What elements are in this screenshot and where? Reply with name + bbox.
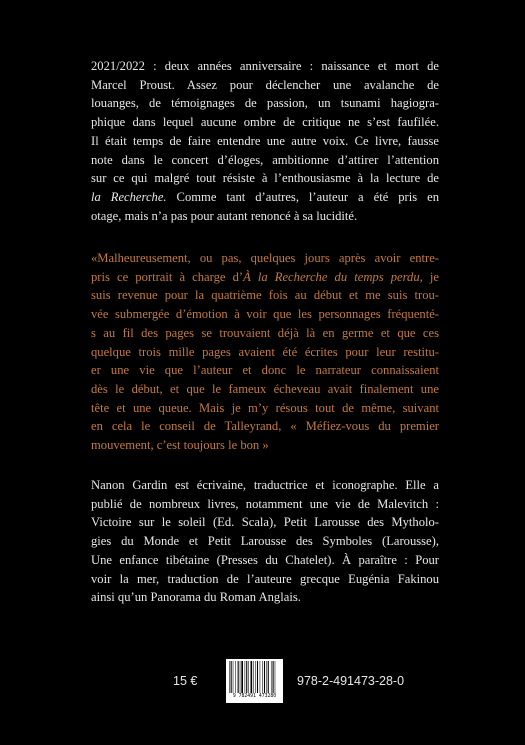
quote-line-text: en cela le conseil de Talleyrand, « Méfiez-vous du premier [91, 419, 439, 434]
barcode-bar [268, 661, 269, 693]
intro-line-text: Il était temps de faire entendre une autre voix. Ce livre, fausse [91, 133, 439, 148]
intro-line-text: sur ce qui malgré tout résiste à l’enthousiasme à la lecture de [91, 171, 439, 186]
price-label: 15 € [173, 674, 198, 688]
quote-line [91, 436, 439, 455]
barcode-bar [253, 661, 254, 693]
barcode-bar [257, 661, 258, 693]
bio-line [91, 495, 439, 514]
intro-line [91, 57, 439, 76]
barcode-bar [275, 661, 276, 693]
bio-line-text: gies du Monde et Petit Larousse des Symboles (Larousse), [91, 534, 439, 549]
barcode [226, 659, 283, 703]
barcode-bar [245, 661, 246, 693]
quote-line [91, 343, 439, 362]
intro-line-text: 2021/2022 : deux années anniversaire : naissance et mort de [91, 59, 439, 73]
bio-line [91, 476, 439, 495]
barcode-bar [240, 661, 241, 693]
barcode-bar [273, 661, 274, 693]
bio-line [91, 532, 439, 551]
book-title-italic: À la Recherche du temps perdu [243, 269, 420, 284]
barcode-bar [251, 661, 253, 693]
bio-line-text: ainsi qu’un Panorama du Roman Anglais. [91, 590, 301, 605]
barcode-bars [228, 661, 281, 693]
barcode-bar [229, 661, 230, 693]
intro-line-text: Comme tant d’autres, l’auteur a été pris en [166, 189, 439, 204]
intro-line-text: Marcel Proust. Assez pour déclencher une avalanche de [91, 77, 439, 92]
bio-line [91, 551, 439, 570]
barcode-bar [231, 661, 232, 693]
bio-line [91, 570, 439, 589]
quote-line [91, 361, 439, 380]
quote-line-text: tête et une queue. Mais je m’y résous tout de même, suivant [91, 400, 439, 415]
quote-line [91, 324, 439, 343]
quote-line-text: mouvement, c’est toujours le bon » [91, 438, 269, 453]
bio-line [91, 513, 439, 532]
intro-line [91, 188, 439, 207]
quote-line-text: s au fil des pages se trouvaient déjà là en germe et que ces [91, 325, 439, 340]
bio-line [91, 588, 439, 607]
intro-line-text: note dans le concert d’éloges, ambitionne d’attirer l’attention [91, 152, 439, 167]
quote-line [91, 268, 439, 287]
barcode-bar [235, 661, 236, 693]
barcode-bar [260, 661, 261, 693]
intro-line [91, 151, 439, 170]
intro-line [91, 76, 439, 95]
barcode-bar [264, 661, 265, 693]
book-title-italic: la Recherche. [91, 189, 167, 204]
author-bio-paragraph [91, 476, 439, 607]
quote-line [91, 380, 439, 399]
intro-line [91, 132, 439, 151]
quote-paragraph [91, 249, 439, 455]
intro-line-text: otage, mais n’a pas pour autant renoncé à sa lucidité. [91, 208, 358, 223]
barcode-bar [266, 661, 267, 693]
quote-line [91, 305, 439, 324]
quote-line-text: pris ce portrait à charge d’ [91, 269, 244, 284]
barcode-bar [262, 661, 263, 693]
bio-line-text: voir la mer, traduction de l’auteure grecque Eugénia Fakinou [91, 571, 439, 586]
bio-line-text: publié de nombreux livres, notamment une vie de Malevitch : [91, 496, 439, 511]
bio-line-text: Nanon Gardin est écrivaine, traductrice et iconographe. Elle a [91, 478, 439, 492]
quote-line-text: vée submergée d’émotion à voir que les personnages fréquenté- [91, 307, 439, 322]
barcode-bar [271, 661, 272, 693]
barcode-bar [233, 661, 234, 693]
barcode-digits: 9 782491 473280 [232, 694, 277, 699]
bio-line-text: Une enfance tibétaine (Presses du Chatelet). À paraître : Pour [91, 552, 439, 567]
quote-line-text: quelque trois mille pages avaient été écrites pour leur restitu- [91, 344, 439, 359]
quote-line-text: dès le début, et que le fameux écheveau avait finalement une [91, 381, 439, 396]
barcode-bar [255, 661, 256, 693]
intro-paragraph [91, 57, 439, 225]
intro-line [91, 113, 439, 132]
quote-line-text: suis revenue pour la quatrième fois au début et me suis trou- [91, 288, 439, 303]
isbn-label: 978-2-491473-28-0 [297, 674, 405, 688]
intro-line [91, 169, 439, 188]
quote-line-text: er une vie que l’auteur et donc le narrateur connaissaient [91, 363, 439, 378]
intro-line [91, 207, 439, 226]
quote-line [91, 286, 439, 305]
quote-line-text: «Malheureusement, ou pas, quelques jours après avoir entre- [91, 251, 439, 265]
barcode-bar [241, 661, 243, 693]
quote-line-text: , je [419, 269, 439, 284]
quote-line [91, 399, 439, 418]
intro-line-text: phique dans lequel aucune ombre de critique ne s’est faufilée. [91, 115, 439, 130]
quote-line [91, 249, 439, 268]
intro-line [91, 94, 439, 113]
barcode-bar [238, 661, 239, 693]
intro-line-text: louanges, de témoignages de passion, un tsunami hagiogra- [91, 96, 439, 111]
barcode-bar [248, 661, 249, 693]
quote-line [91, 417, 439, 436]
bio-line-text: Victoire sur le soleil (Ed. Scala), Petit Larousse des Mytholo- [91, 515, 439, 530]
barcode-bar [246, 661, 247, 693]
